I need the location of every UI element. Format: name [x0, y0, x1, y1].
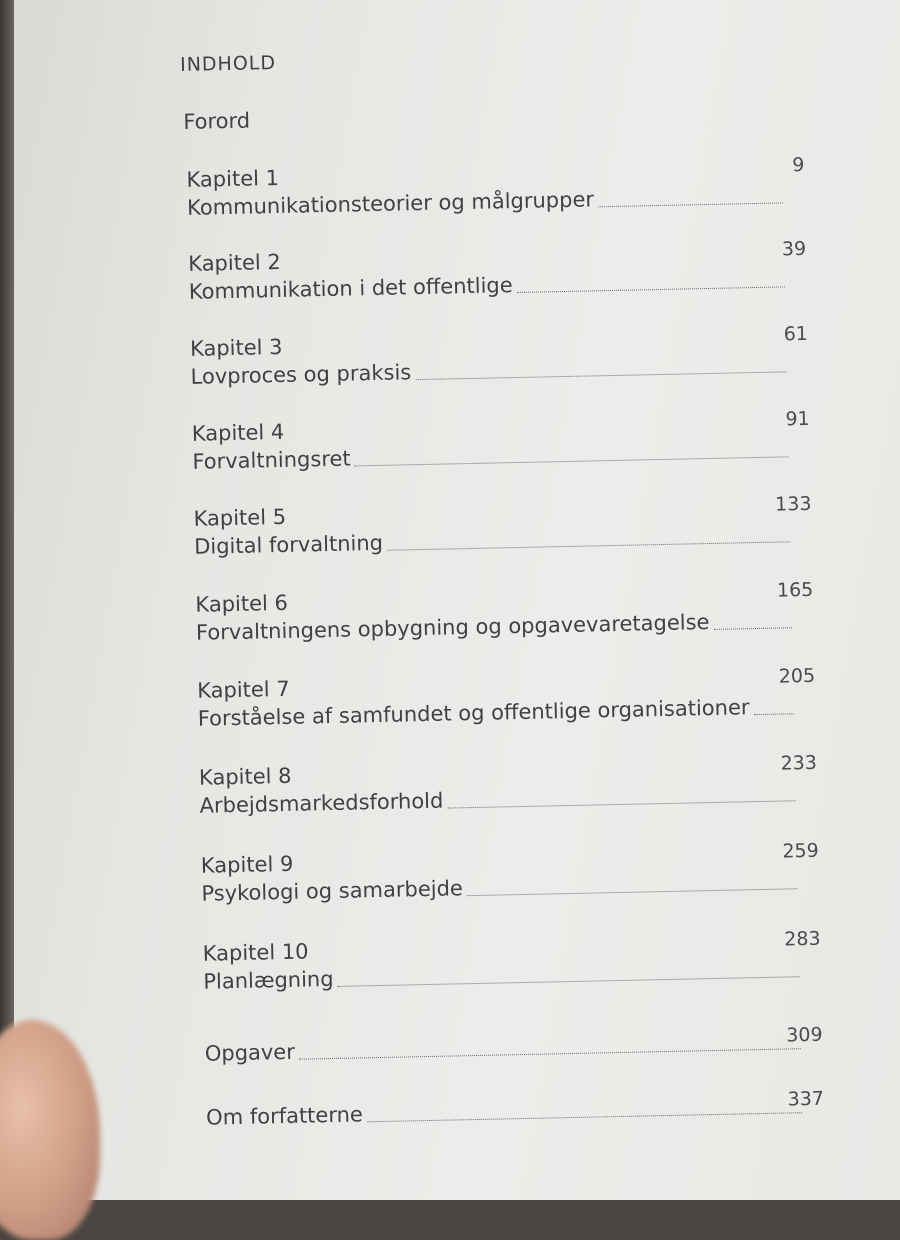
toc-entry-chapter-8	[198, 751, 818, 820]
toc-entry-opgaver	[204, 1023, 823, 1068]
dot-leader	[387, 540, 790, 550]
chapter-title: Lovproces og praksis	[190, 360, 412, 389]
chapter-title: Forvaltningens opbygning og opgavevaretagelse	[195, 610, 710, 645]
dot-leader	[338, 975, 800, 987]
page-number: 91	[785, 407, 810, 431]
page-number: 133	[774, 492, 812, 516]
toc-entry-chapter-9	[200, 839, 819, 908]
toc-entry-chapter-2	[188, 237, 807, 306]
page-number: 39	[781, 237, 807, 261]
dot-leader	[467, 887, 798, 896]
chapter-title: Forståelse af samfundet og offentlige organisationer	[197, 695, 750, 731]
dot-leader	[299, 1047, 801, 1060]
dot-leader	[754, 712, 794, 715]
page-number: 9	[792, 153, 805, 177]
chapter-number: Kapitel 6	[195, 590, 289, 617]
page-number: 165	[776, 578, 814, 602]
page-number: 259	[782, 839, 819, 863]
entry-title: Om forfatterne	[205, 1102, 364, 1130]
chapter-title: Forvaltningsret	[192, 446, 351, 474]
dot-leader	[367, 1111, 802, 1122]
chapter-number: Kapitel 7	[196, 676, 290, 703]
chapter-number: Kapitel 1	[186, 165, 280, 192]
toc-entry-om-forfatterne	[205, 1087, 825, 1132]
dot-leader	[517, 285, 785, 293]
dot-leader	[598, 201, 783, 207]
chapter-number: Kapitel 2	[188, 249, 281, 276]
chapter-title: Kommunikation i det offentlige	[188, 273, 513, 304]
chapter-number: Kapitel 9	[200, 851, 294, 878]
page-number: 337	[787, 1087, 825, 1111]
entry-title: Opgaver	[204, 1039, 296, 1066]
dot-leader	[714, 626, 792, 630]
toc-entry-chapter-6	[195, 578, 814, 647]
dot-leader	[447, 799, 795, 808]
toc-entry-chapter-1	[186, 153, 805, 222]
toc-entry-chapter-10	[202, 927, 821, 996]
foreword-entry: Forord	[183, 108, 251, 134]
page-number: 283	[784, 927, 821, 951]
toc-entry-chapter-3	[189, 322, 809, 391]
chapter-title: Digital forvaltning	[193, 530, 384, 559]
dot-leader	[415, 370, 786, 380]
chapter-number: Kapitel 4	[191, 419, 285, 446]
page-number: 61	[783, 322, 809, 346]
chapter-title: Psykologi og samarbejde	[201, 876, 464, 906]
chapter-title: Kommunikationsteorier og målgrupper	[186, 187, 595, 220]
chapter-number: Kapitel 5	[193, 504, 287, 531]
chapter-number: Kapitel 8	[198, 763, 292, 790]
chapter-number: Kapitel 10	[202, 939, 309, 966]
dot-leader	[355, 455, 789, 466]
chapter-number: Kapitel 3	[189, 334, 283, 361]
chapter-title: Planlægning	[203, 966, 334, 994]
toc-heading: INDHOLD	[179, 51, 277, 76]
toc-entry-chapter-4	[191, 407, 810, 476]
page-number: 309	[786, 1023, 823, 1047]
page-number: 233	[780, 751, 818, 775]
toc-entry-chapter-5	[193, 492, 812, 561]
page-number: 205	[778, 664, 816, 688]
toc-entry-chapter-7	[196, 664, 816, 733]
chapter-title: Arbejdsmarkedsforhold	[199, 788, 444, 818]
